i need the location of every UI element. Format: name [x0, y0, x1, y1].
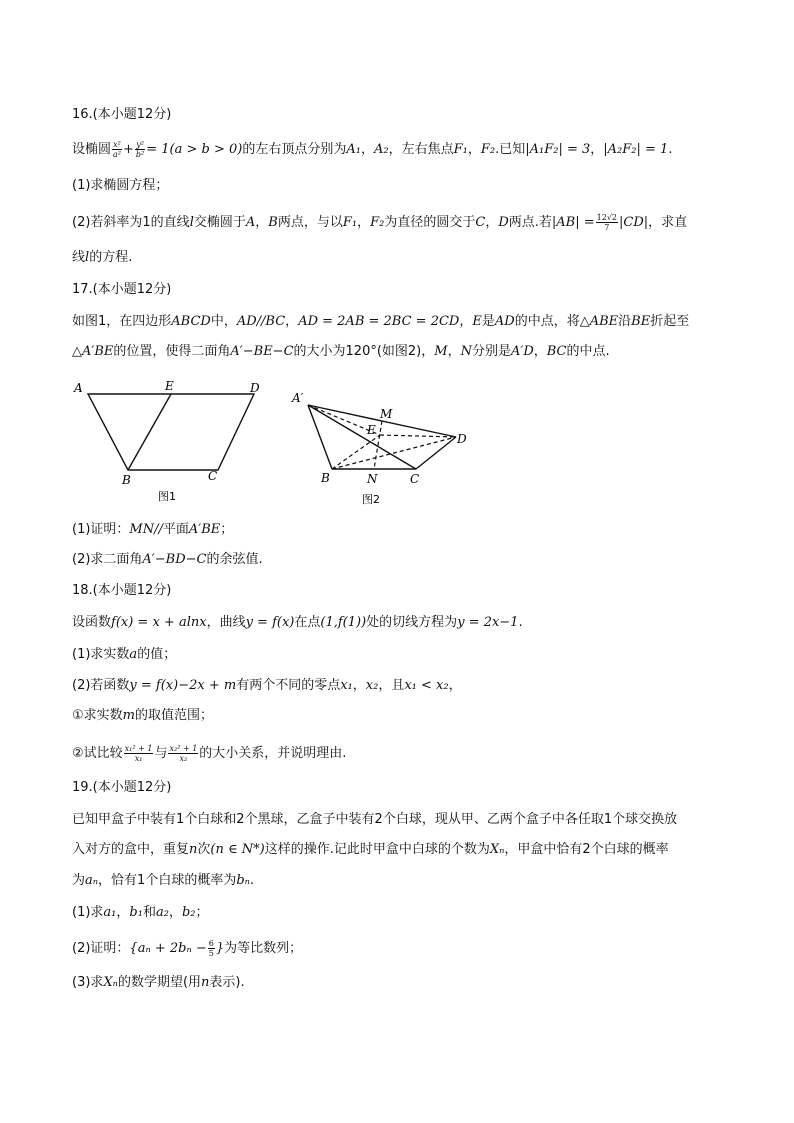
q18-text: ②试比较 — [72, 746, 123, 761]
math-curve: y = f(x) — [245, 615, 295, 630]
q16-text: 两点.若 — [508, 215, 552, 230]
math-BE: BE — [631, 314, 651, 329]
math-F1: F₁ — [342, 215, 358, 230]
q17-text: 的中点，将 — [514, 314, 580, 329]
q19-text: ，甲盒中恰有2个白球的概率 — [504, 842, 669, 857]
q17-text: 如图1，在四边形 — [72, 314, 172, 329]
math-abs-CD: |CD| — [619, 215, 649, 230]
label-B: B — [122, 473, 131, 487]
ellipse-condition: = 1(a > b > 0) — [146, 142, 243, 157]
q17-text: 是 — [481, 314, 495, 329]
figure-1-trapezoid — [70, 376, 270, 508]
q19-part2 — [72, 939, 302, 958]
q18-text: 的取值范围； — [134, 708, 213, 723]
math-plane-A'BE: A′BE — [188, 522, 221, 537]
q18-text: 处的切线方程为 — [366, 615, 458, 630]
q18-text: ， — [352, 678, 366, 693]
q16-text: ， — [357, 215, 371, 230]
q18-text: 有两个不同的零点 — [236, 678, 341, 693]
q19-text: 为等比数列； — [224, 941, 303, 956]
q16-part2-line2 — [72, 249, 132, 267]
ellipse-fraction-y — [135, 140, 145, 159]
q17-text: ， — [533, 344, 547, 359]
q17-text: ， — [285, 314, 299, 329]
q18-line1 — [72, 614, 523, 632]
math-triangle-A'BE: △A′BE — [72, 344, 114, 359]
q17-part2 — [72, 551, 263, 569]
q18-sub2 — [72, 744, 346, 763]
q16-text: (2)若斜率为1的直线 — [72, 215, 190, 230]
q18-text: ，曲线 — [206, 615, 246, 630]
q17-text: ， — [447, 344, 461, 359]
math-BC: BC — [546, 344, 567, 359]
q18-text: 的大小关系，并说明理由. — [199, 746, 347, 761]
label-N: N — [367, 472, 378, 486]
math-ABCD: ABCD — [171, 314, 211, 329]
q16-text: . — [668, 142, 673, 157]
q18-text: ①求实数 — [72, 708, 123, 723]
frac-den: x₂ — [179, 754, 188, 763]
q18-part2 — [72, 677, 462, 695]
math-b1: b₁ — [129, 905, 143, 920]
fraction-x1 — [124, 744, 154, 763]
frac-den: x₁ — [134, 754, 143, 763]
math-an: aₙ — [85, 873, 99, 888]
edge-ED — [380, 435, 456, 437]
q17-text: 的中点. — [566, 344, 610, 359]
q17-line1 — [72, 313, 689, 331]
trapezoid-ABCD — [88, 394, 254, 470]
fraction-x2 — [168, 744, 198, 763]
figure-2-solid — [288, 385, 478, 510]
q18-text: . — [518, 615, 523, 630]
q16-text: ，左右焦点 — [388, 142, 454, 157]
math-AD-parallel-BC: AD//BC — [236, 314, 286, 329]
q17-text: 的余弦值. — [206, 552, 263, 567]
q16-text: 为直径的圆交于 — [384, 215, 476, 230]
q16-text: 交椭圆于 — [193, 215, 246, 230]
math-a: a — [129, 647, 138, 662]
math-b2: b₂ — [181, 905, 196, 920]
q18-text: 的值； — [137, 647, 177, 662]
math-abs-A2F2: |A₂F₂| = 1 — [603, 142, 669, 157]
frac-den: a² — [113, 150, 121, 159]
q19-text: 的数学期望(用 — [117, 975, 202, 990]
q16-text: ， — [255, 215, 269, 230]
math-A'D: A′D — [510, 344, 534, 359]
q19-text: 这样的操作.记此时甲盒中白球的个数为 — [264, 842, 490, 857]
q17-part1 — [72, 521, 233, 539]
q17-text: 的位置，使得二面角 — [113, 344, 231, 359]
math-inequality: x₁ < x₂ — [404, 678, 449, 693]
label-C: C — [208, 469, 218, 483]
q19-line3 — [72, 872, 254, 890]
math-Xn: Xₙ — [489, 842, 505, 857]
frac-num: y² — [136, 140, 144, 149]
q16-text: 线 — [72, 250, 86, 265]
q16-text: ， — [485, 215, 499, 230]
label-B: B — [321, 471, 330, 485]
q17-text: 中， — [210, 314, 237, 329]
q18-header: 18.(本小题12分) — [72, 583, 172, 598]
q19-header: 19.(本小题12分) — [72, 780, 172, 795]
math-function-g: y = f(x)−2x + m — [129, 678, 237, 693]
q16-part2-line1 — [72, 213, 687, 232]
q19-text: 入对方的盒中，重复 — [72, 842, 190, 857]
math-dihedral-angle: A′−BE−C — [230, 344, 294, 359]
math-Xn: Xₙ — [103, 975, 118, 990]
q16-text: 设椭圆 — [72, 142, 112, 157]
q17-text: ； — [220, 522, 234, 537]
segment-BE — [128, 394, 171, 470]
frac-num: x₁² + 1 — [124, 744, 153, 753]
math-x1: x₁ — [340, 678, 353, 693]
math-dihedral-angle-BD: A′−BD−C — [142, 552, 207, 567]
q18-text: ，且 — [378, 678, 405, 693]
math-A: A — [245, 215, 256, 230]
math-a2: a₂ — [155, 905, 169, 920]
q16-part1: (1)求椭圆方程； — [72, 178, 169, 193]
q17-text: (2)求二面角 — [72, 552, 143, 567]
q19-text: 表示). — [209, 975, 245, 990]
frac-num: x² — [113, 140, 121, 149]
math-A1: A₁ — [346, 142, 361, 157]
math-brace-close: } — [215, 941, 225, 956]
edge-A'B — [308, 405, 332, 469]
label-A-prime: A′ — [292, 391, 304, 405]
q16-header: 16.(本小题12分) — [72, 107, 172, 122]
q17-text: (1)证明： — [72, 522, 130, 537]
q16-text: ， — [467, 142, 481, 157]
frac-den: 7 — [604, 223, 610, 232]
q16-text: ，求直 — [648, 215, 688, 230]
q19-part1 — [72, 904, 209, 922]
q18-text: 与 — [154, 746, 168, 761]
q19-text: ，恰有1个白球的概率为 — [98, 873, 237, 888]
plus-sign: + — [123, 142, 134, 157]
q19-text: (1)求 — [72, 905, 104, 920]
q17-text: 折起至 — [650, 314, 690, 329]
math-F2: F₂ — [480, 142, 496, 157]
math-F1: F₁ — [453, 142, 468, 157]
q19-text: ， — [168, 905, 182, 920]
math-m: m — [122, 708, 135, 723]
math-point: (1,f(1)) — [320, 615, 367, 630]
label-M: M — [380, 407, 393, 421]
q19-text: . — [249, 873, 255, 888]
q19-text: 为 — [72, 873, 86, 888]
math-M: M — [434, 344, 448, 359]
edge-BE — [332, 435, 380, 469]
math-N: N — [460, 344, 472, 359]
q17-text: 沿 — [618, 314, 632, 329]
q17-text: 平面 — [162, 522, 189, 537]
q18-text: (1)求实数 — [72, 647, 130, 662]
figure-2-caption: 图2 — [362, 493, 380, 506]
q19-text: 和 — [142, 905, 156, 920]
q17-line2 — [72, 343, 610, 361]
math-a1: a₁ — [103, 905, 117, 920]
math-D: D — [498, 215, 509, 230]
q16-text: 的方程. — [89, 250, 133, 265]
q19-text: (2)证明： — [72, 941, 130, 956]
q18-text: ， — [448, 678, 462, 693]
math-abs-A1F2: |A₁F₂| = 3 — [525, 142, 591, 157]
ellipse-fraction-x — [112, 140, 122, 159]
q19-line1: 已知甲盒子中装有1个白球和2个黑球，乙盒子中装有2个白球，现从甲、乙两个盒子中各任取1个球交换放 — [72, 812, 678, 827]
math-function-f: f(x) = x + alnx — [111, 615, 207, 630]
q17-text: ， — [459, 314, 473, 329]
label-E: E — [165, 379, 174, 393]
q18-text: 在点 — [294, 615, 321, 630]
q18-part1 — [72, 646, 176, 664]
math-l: l — [189, 215, 194, 230]
math-n-condition: (n ∈ N*) — [210, 842, 265, 857]
label-E: E — [367, 423, 376, 437]
q19-line2 — [72, 841, 669, 859]
math-E: E — [472, 314, 482, 329]
q16-text: 的左右顶点分别为 — [242, 142, 347, 157]
label-A: A — [74, 381, 83, 395]
label-D: D — [457, 432, 467, 446]
edge-A'C — [308, 405, 416, 469]
math-C: C — [475, 215, 486, 230]
q16-text: ， — [590, 142, 604, 157]
math-sequence-expr: {aₙ + 2bₙ − — [129, 941, 207, 956]
math-A2: A₂ — [373, 142, 389, 157]
label-D: D — [250, 381, 260, 395]
label-C: C — [410, 472, 420, 486]
q16-text: 两点，与以 — [277, 215, 343, 230]
frac-num: x₂² + 1 — [169, 744, 198, 753]
math-AD: AD — [494, 314, 515, 329]
q17-text: 分别是 — [471, 344, 511, 359]
q16-line1 — [72, 140, 672, 159]
ratio-fraction — [596, 213, 618, 232]
math-B: B — [268, 215, 278, 230]
frac-den: 5 — [208, 949, 214, 958]
math-MN-parallel: MN// — [129, 522, 163, 537]
q17-text: 的大小为120°(如图2)， — [293, 344, 435, 359]
frac-den: b² — [135, 150, 145, 159]
q18-sub1 — [72, 707, 213, 725]
frac-num: 12√2 — [596, 213, 618, 222]
q18-text: 设函数 — [72, 615, 112, 630]
math-abs-AB: |AB| = — [551, 215, 595, 230]
math-n: n — [189, 842, 198, 857]
frac-num: 6 — [208, 939, 214, 948]
q17-header: 17.(本小题12分) — [72, 282, 172, 297]
q19-text: ； — [195, 905, 209, 920]
fraction-six-fifths — [208, 939, 215, 958]
q19-part3 — [72, 974, 245, 992]
edge-BD — [332, 437, 456, 469]
math-F2: F₂ — [370, 215, 385, 230]
math-triangle-ABE: △ABE — [579, 314, 619, 329]
q18-text: (2)若函数 — [72, 678, 130, 693]
math-l: l — [85, 250, 90, 265]
math-length-equality: AD = 2AB = 2BC = 2CD — [298, 314, 460, 329]
math-bn: bₙ — [236, 873, 250, 888]
math-x2: x₂ — [365, 678, 379, 693]
q16-text: .已知 — [495, 142, 526, 157]
q16-text: ， — [360, 142, 374, 157]
math-n: n — [201, 975, 210, 990]
q19-text: 次 — [197, 842, 211, 857]
q19-text: ， — [116, 905, 130, 920]
math-tangent-line: y = 2x−1 — [457, 615, 519, 630]
figure-1-caption: 图1 — [158, 490, 176, 503]
q19-text: (3)求 — [72, 975, 104, 990]
